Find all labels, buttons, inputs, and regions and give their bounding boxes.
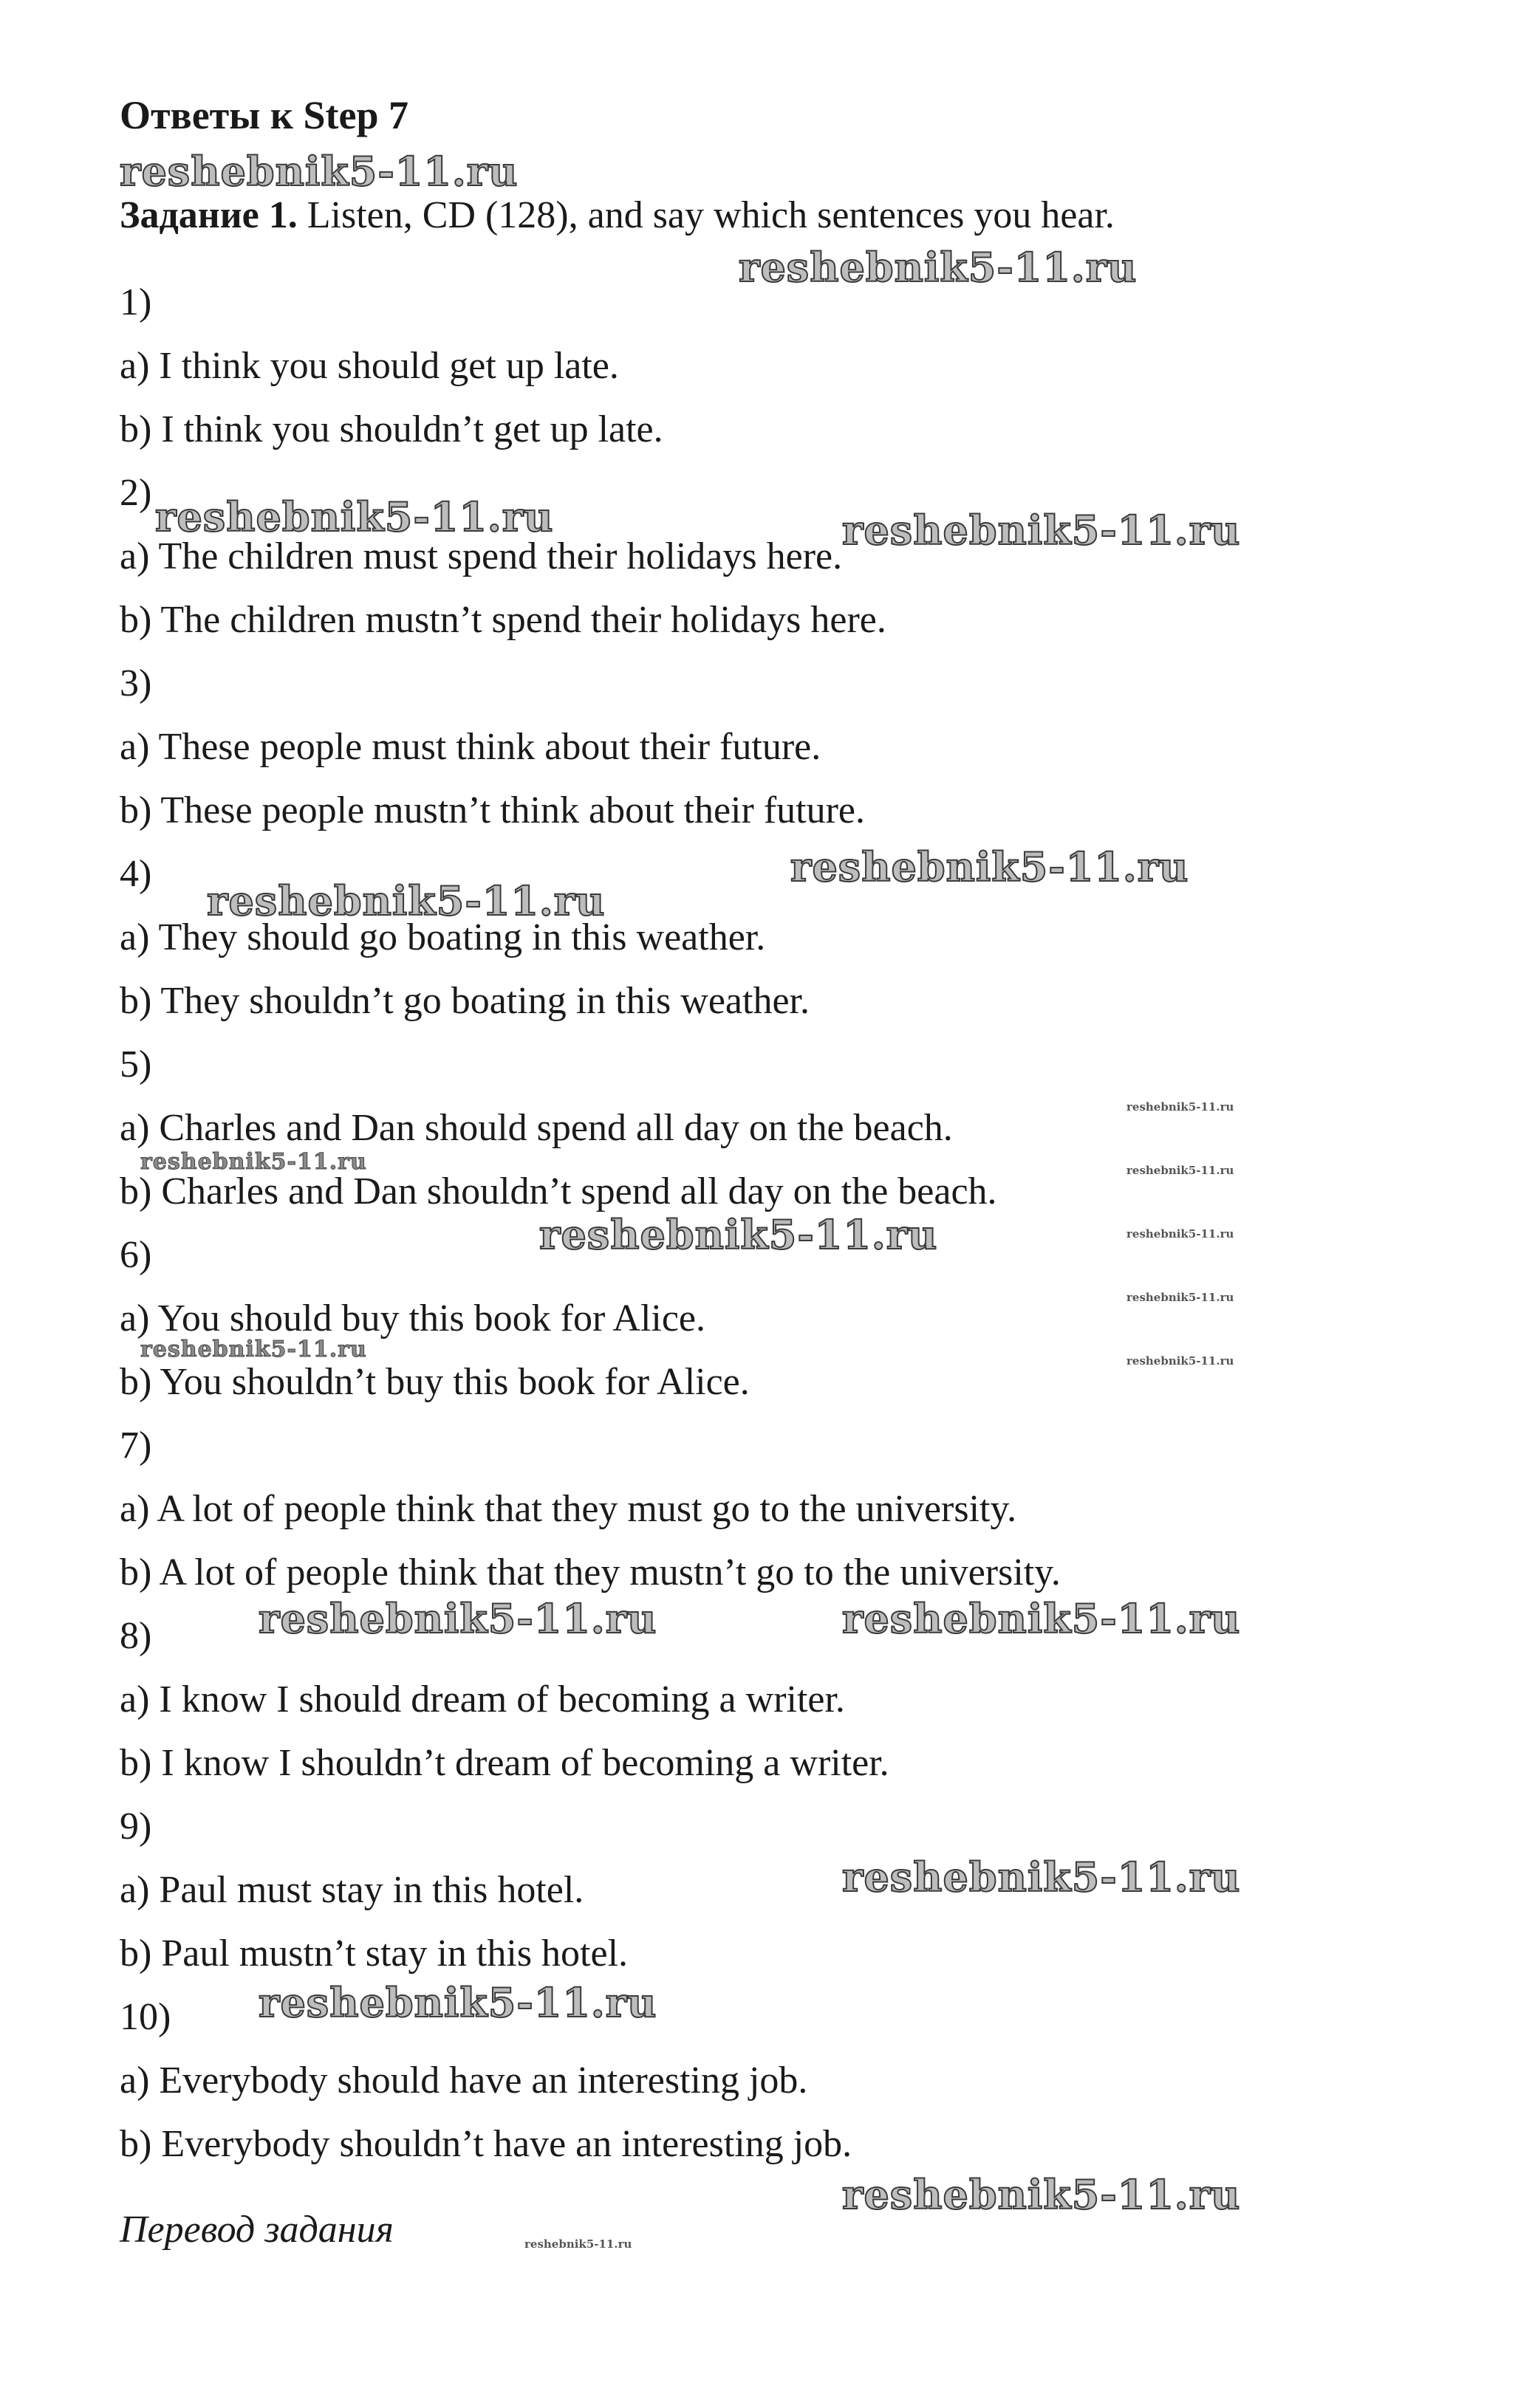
watermark: reshebnik5-11.ru	[842, 2171, 1241, 2218]
watermark: reshebnik5-11.ru	[1126, 1164, 1234, 1177]
item-1-option-b: b) I think you shouldn’t get up late.	[120, 408, 663, 450]
task-label: Задание 1.	[120, 194, 298, 236]
item-3-option-b: b) These people mustn’t think about their future.	[120, 789, 865, 831]
item-8-option-a: a) I know I should dream of becoming a writer.	[120, 1678, 845, 1721]
item-2-option-a: a) The children must spend their holidays here.	[120, 535, 843, 577]
watermark: reshebnik5-11.ru	[140, 1337, 367, 1362]
item-7-option-b: b) A lot of people think that they mustn’t go to the university.	[120, 1551, 1061, 1594]
item-5-option-b: b) Charles and Dan shouldn’t spend all day on the beach.	[120, 1170, 997, 1212]
watermark: reshebnik5-11.ru	[842, 1853, 1241, 1901]
watermark: reshebnik5-11.ru	[1126, 1291, 1234, 1304]
item-2-option-b: b) The children mustn’t spend their holidays here.	[120, 599, 886, 641]
item-1-option-a: a) I think you should get up late.	[120, 345, 619, 387]
watermark: reshebnik5-11.ru	[1126, 1227, 1234, 1241]
watermark: reshebnik5-11.ru	[524, 2237, 632, 2251]
item-10-option-b: b) Everybody shouldn’t have an interesting job.	[120, 2123, 852, 2165]
watermark: reshebnik5-11.ru	[842, 1595, 1241, 1642]
task-instruction: Listen, CD (128), and say which sentences you hear.	[307, 194, 1115, 236]
item-8-number: 8)	[120, 1615, 152, 1657]
item-9-option-b: b) Paul mustn’t stay in this hotel.	[120, 1932, 629, 1975]
translation-heading: Перевод задания	[120, 2209, 394, 2251]
item-10-option-a: a) Everybody should have an interesting job.	[120, 2059, 808, 2102]
item-10-number: 10)	[120, 1996, 171, 2038]
watermark: reshebnik5-11.ru	[842, 507, 1241, 554]
item-4-option-a: a) They should go boating in this weather.	[120, 916, 766, 958]
page-title: Ответы к Step 7	[120, 93, 408, 137]
item-3-number: 3)	[120, 662, 152, 704]
item-7-number: 7)	[120, 1424, 152, 1467]
item-4-number: 4)	[120, 853, 152, 895]
watermark: reshebnik5-11.ru	[155, 493, 554, 541]
item-4-option-b: b) They shouldn’t go boating in this weather.	[120, 980, 810, 1022]
item-3-option-a: a) These people must think about their future.	[120, 726, 821, 768]
watermark: reshebnik5-11.ru	[1126, 1354, 1234, 1368]
item-8-option-b: b) I know I shouldn’t dream of becoming a writer.	[120, 1742, 889, 1784]
item-5-option-a: a) Charles and Dan should spend all day on the beach.	[120, 1107, 953, 1149]
watermark: reshebnik5-11.ru	[790, 843, 1189, 891]
watermark: reshebnik5-11.ru	[259, 1595, 657, 1642]
watermark: reshebnik5-11.ru	[539, 1211, 938, 1258]
item-6-option-a: a) You should buy this book for Alice.	[120, 1297, 705, 1340]
watermark: reshebnik5-11.ru	[120, 148, 519, 195]
watermark: reshebnik5-11.ru	[259, 1979, 657, 2026]
item-6-option-b: b) You shouldn’t buy this book for Alice.	[120, 1361, 750, 1403]
watermark: reshebnik5-11.ru	[1126, 1100, 1234, 1114]
item-6-number: 6)	[120, 1234, 152, 1276]
item-7-option-a: a) A lot of people think that they must go to the university.	[120, 1488, 1017, 1530]
item-5-number: 5)	[120, 1043, 152, 1085]
watermark: reshebnik5-11.ru	[207, 877, 606, 925]
task-heading	[120, 193, 1115, 238]
item-1-number: 1)	[120, 281, 152, 323]
watermark: reshebnik5-11.ru	[140, 1149, 367, 1175]
watermark: reshebnik5-11.ru	[739, 244, 1138, 291]
item-9-option-a: a) Paul must stay in this hotel.	[120, 1869, 584, 1911]
item-2-number: 2)	[120, 472, 152, 514]
item-9-number: 9)	[120, 1805, 152, 1848]
